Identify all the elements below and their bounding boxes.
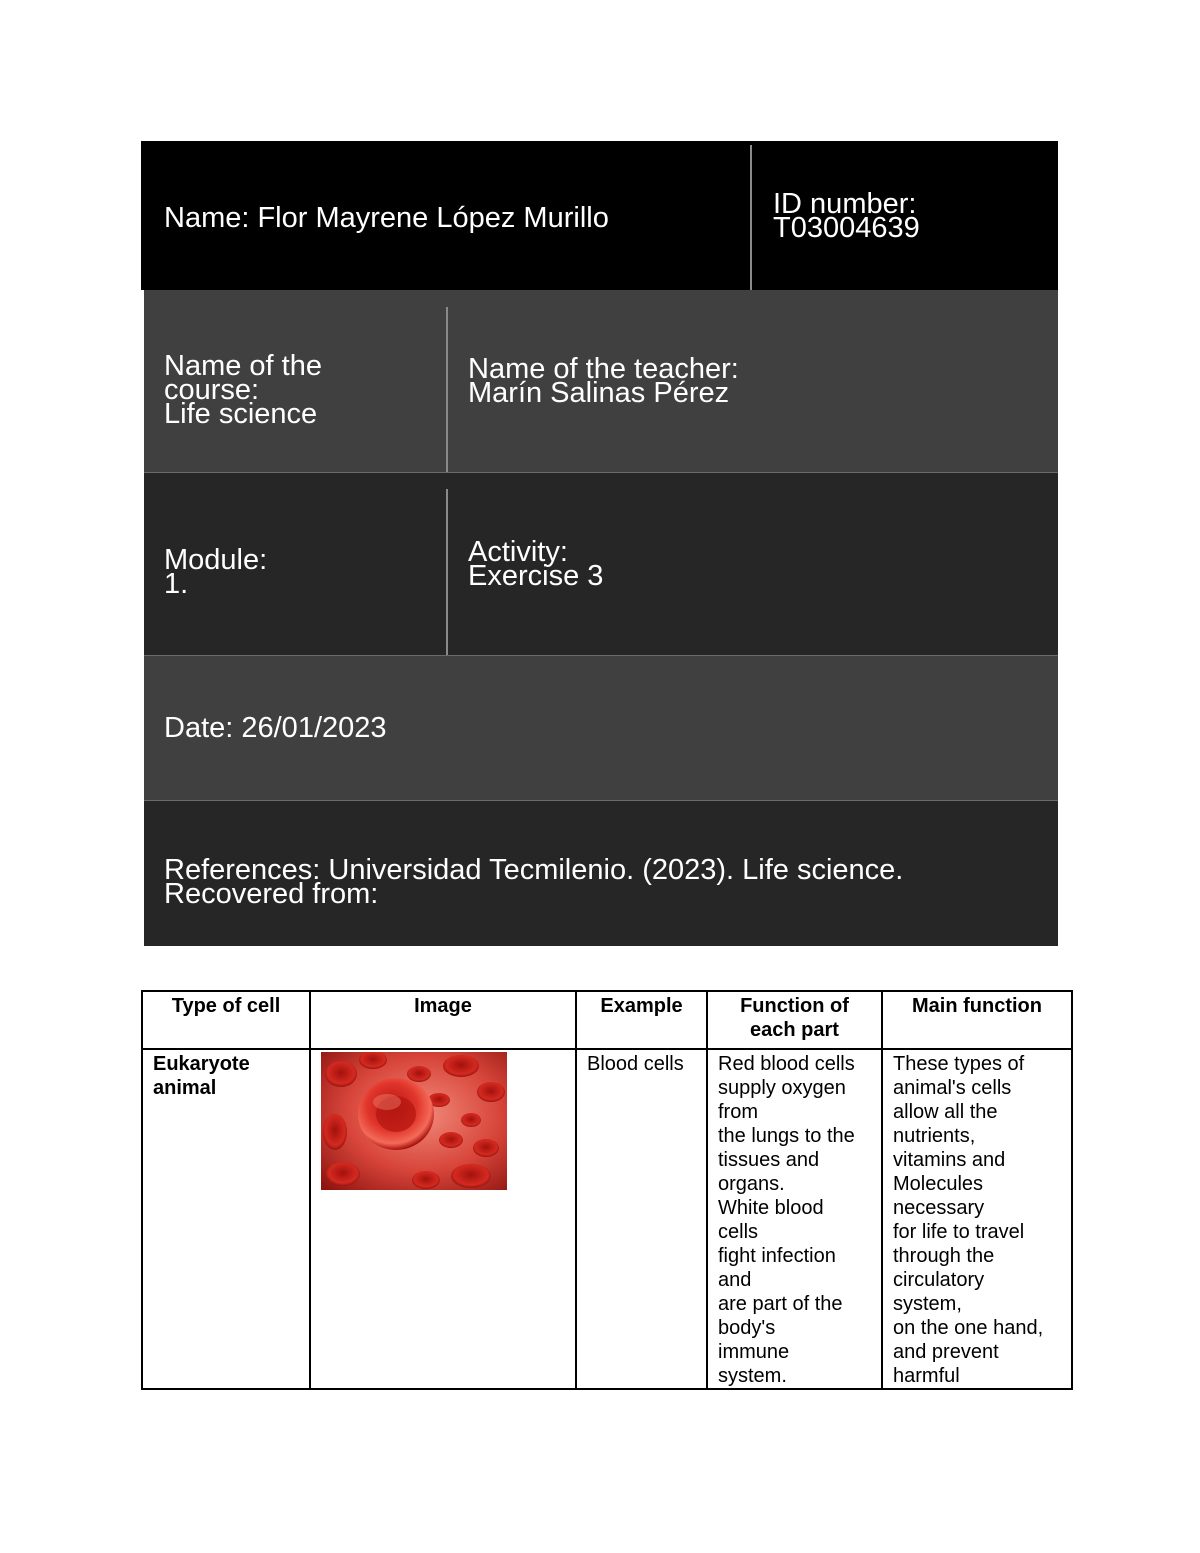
main-function-line: Molecules [893,1173,984,1195]
example-text: Blood cells [587,1053,684,1075]
header-function-of-each-part: Function of each part [707,991,882,1049]
course-cell [144,307,448,472]
main-function-line: harmful [893,1365,960,1387]
activity-value: Exercise 3 [468,560,604,592]
main-function-line: circulatory [893,1269,985,1291]
function-line: cells [718,1221,759,1243]
teacher-cell [448,290,1058,472]
id-label: ID number: [773,187,917,220]
cover-row-references [144,800,1058,946]
function-line: and [718,1269,752,1291]
table-row [142,1049,1072,1389]
function-line: White blood [718,1197,824,1219]
main-function-line: and prevent [893,1341,999,1363]
main-function-line: allow all the [893,1101,998,1123]
cell-function-of-each-part [707,1049,882,1389]
header-image: Image [310,991,576,1049]
cover-row-module [144,472,1058,655]
cover-row-name [141,141,1058,290]
main-function-line: for life to travel [893,1221,1025,1243]
function-line: Red blood cells [718,1053,855,1075]
activity-label: Activity: [468,536,568,568]
cell-example [576,1049,707,1389]
module-label: Module: [164,544,268,576]
function-line: organs. [718,1173,785,1195]
main-function-line: vitamins and [893,1149,1006,1171]
function-line: from [718,1101,758,1123]
activity-cell [448,473,1058,655]
main-function-line: necessary [893,1197,985,1219]
cell-main-function [882,1049,1072,1389]
table-header-row [142,991,1072,1049]
cell-type [142,1049,310,1389]
references-line1: References: Universidad Tecmilenio. (2023). Life science. [164,853,904,886]
function-line: the lungs to the [718,1125,855,1147]
main-function-line: animal's cells [893,1077,1012,1099]
blood-cells-image [321,1052,507,1190]
function-line: fight infection [718,1245,836,1267]
course-value: Life science [164,397,318,430]
course-label-line1: Name of the [164,349,322,382]
main-function-line: through the [893,1245,995,1267]
function-line: system. [718,1365,787,1387]
function-line: tissues and [718,1149,820,1171]
id-value: T03004639 [773,211,920,244]
references-cell [144,801,1058,946]
main-function-line: nutrients, [893,1125,976,1147]
cell-type-line2: animal [153,1077,217,1099]
header-type-of-cell: Type of cell [142,991,310,1049]
teacher-label: Name of the teacher: [468,353,739,385]
cover-row-date [144,655,1058,800]
header-main-function: Main function [882,991,1072,1049]
references-line2: Recovered from: [164,877,379,910]
id-number-cell [752,141,1058,290]
course-label-line2: course: [164,373,260,406]
student-name: Name: Flor Mayrene López Murillo [164,201,609,234]
cell-type-line1: Eukaryote [153,1053,250,1075]
cell-image [310,1049,576,1389]
cover-row-course [144,290,1058,472]
main-function-line: system, [893,1293,962,1315]
cell-types-table [141,990,1073,1390]
header-example: Example [576,991,707,1049]
date-cell [144,656,1058,800]
function-line: body's [718,1317,776,1339]
module-cell [144,489,448,655]
main-function-line: on the one hand, [893,1317,1044,1339]
cover-info-table [141,141,1058,946]
main-function-line: These types of [893,1053,1025,1075]
teacher-value: Marín Salinas Pérez [468,377,730,409]
date-text: Date: 26/01/2023 [164,712,387,744]
module-value: 1. [164,568,189,600]
student-name-cell [141,145,752,290]
function-line: immune [718,1341,790,1363]
function-line: are part of the [718,1293,843,1315]
function-line: supply oxygen [718,1077,846,1099]
